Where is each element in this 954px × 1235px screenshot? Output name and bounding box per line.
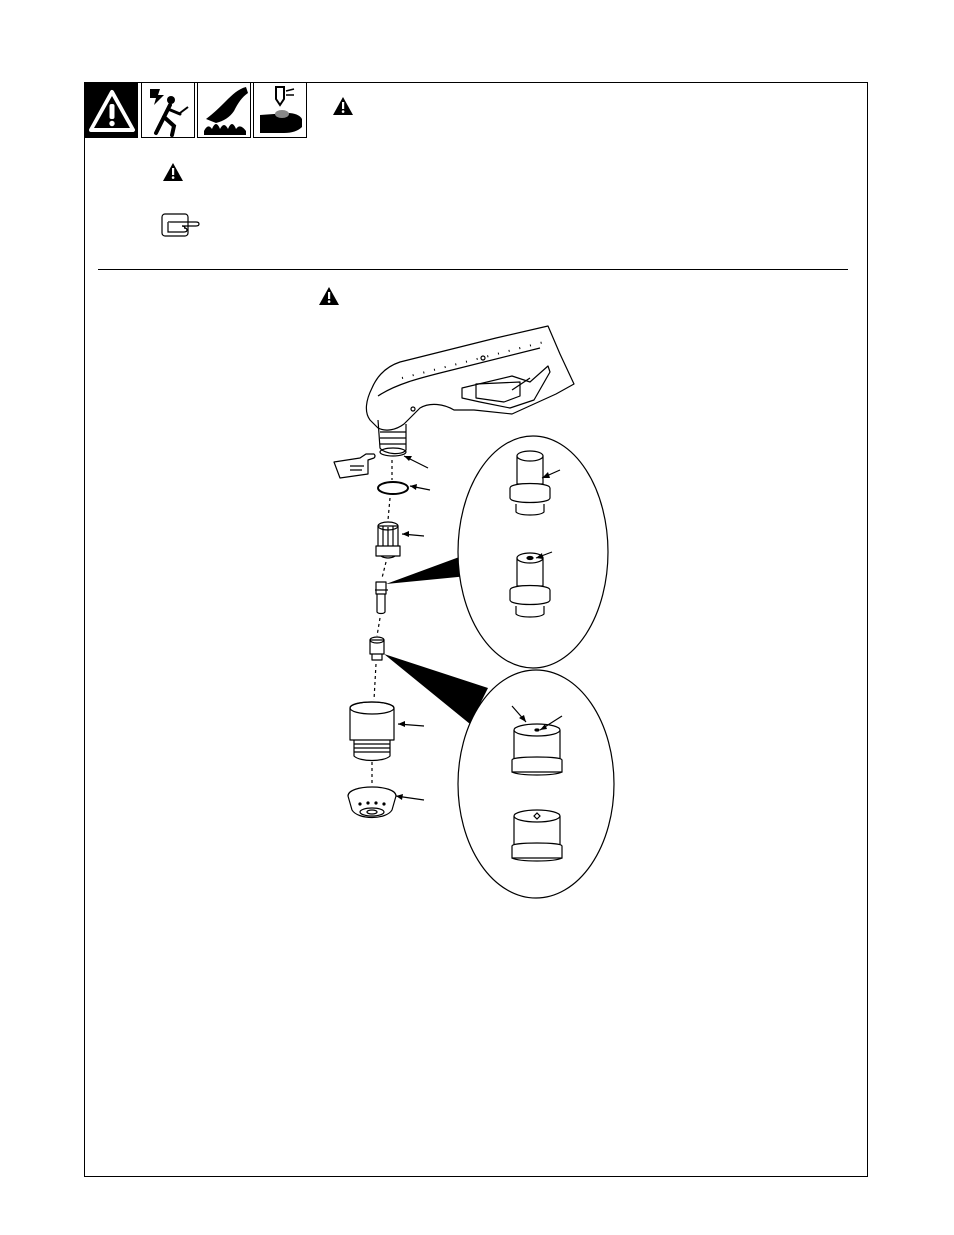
electrode — [375, 582, 388, 614]
torch-exploded-diagram — [300, 318, 630, 908]
retaining-cup — [350, 702, 394, 761]
swirl-ring — [376, 522, 400, 558]
tip — [370, 637, 384, 660]
hand-burn-icon — [253, 82, 307, 138]
pointing-hand-icon — [160, 212, 202, 238]
warning-triangle-icon — [318, 286, 340, 306]
electric-shock-icon — [141, 82, 195, 138]
hot-parts-icon — [197, 82, 251, 138]
o-ring — [378, 482, 408, 494]
section-divider — [98, 269, 848, 270]
tip-magnified-view — [458, 670, 614, 898]
warning-triangle-icon — [84, 82, 138, 138]
magnify-wedge — [384, 654, 488, 724]
warning-triangle-icon — [332, 96, 354, 116]
shield-cup — [348, 787, 396, 818]
electrode-magnified-view — [458, 436, 608, 668]
tip-worn — [512, 810, 562, 861]
pointing-hand-icon — [334, 454, 375, 478]
magnify-wedge — [386, 556, 468, 584]
warning-triangle-icon — [162, 162, 184, 182]
